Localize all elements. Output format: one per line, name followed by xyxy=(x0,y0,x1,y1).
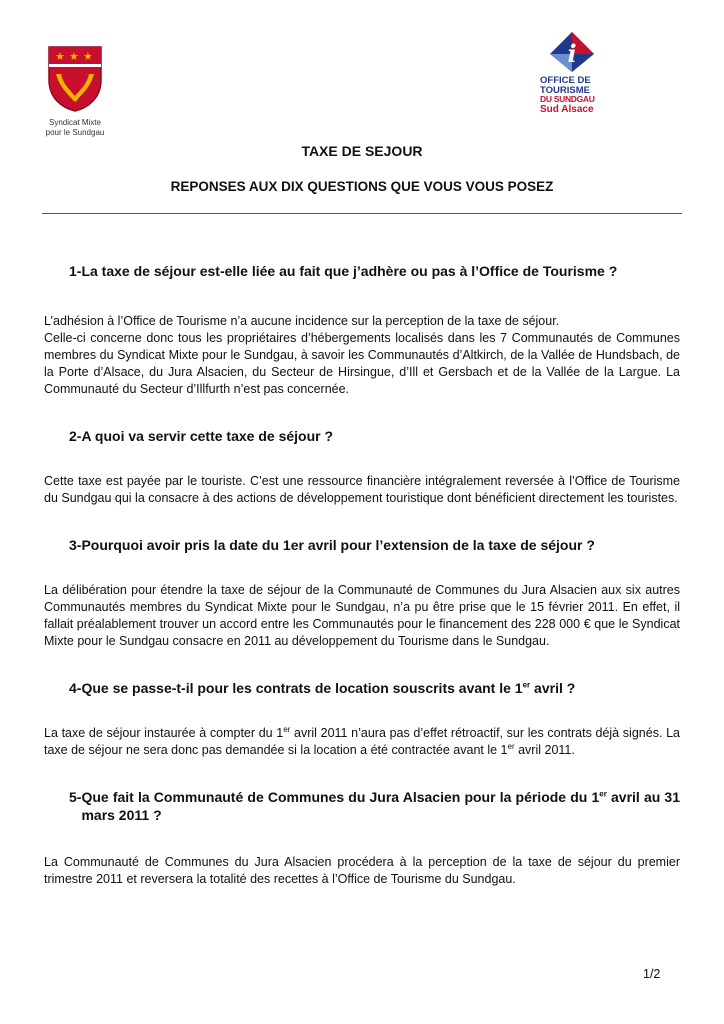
question-1: 1- La taxe de séjour est-elle liée au fait que j’adhère ou pas à l’Office de Tourisme ? xyxy=(69,263,618,279)
question-4: 4- Que se passe-t-il pour les contrats de location souscrits avant le 1er avril ? xyxy=(69,680,576,696)
ot-logo-line4: Sud Alsace xyxy=(540,103,594,115)
page-number: 1/2 xyxy=(643,967,661,981)
question-5: 5- Que fait la Communauté de Communes du Jura Alsacien pour la période du 1er avril au 31 mars 2011 ? xyxy=(69,789,680,823)
answer-5: La Communauté de Communes du Jura Alsacien procédera à la perception de la taxe de séjour du premier trimestre 2011 et reversera la totalité des recettes à l’Office de Tourisme du Sundgau. xyxy=(44,855,680,886)
faq-content xyxy=(44,262,680,888)
answer-1: L’adhésion à l’Office de Tourisme n’a aucune incidence sur la perception de la taxe de séjour. Celle-ci concerne donc tous les propriétaires d’hébergements localisés dans les 7 Communautés de Communes membres du Syndicat Mixte pour le Sundgau, à savoir les Communautés d’Altkirch, de la Vallée de Hundsbach, de la Porte d’Alsace, du Jura Alsacien, du Secteur de Hirsingue, d’Ill et Gersbach et de la Vallée de la Largue. La Communauté du Secteur d’Illfurth n’est pas concernée. xyxy=(44,314,680,396)
answer-3: La délibération pour étendre la taxe de séjour de la Communauté de Communes du Jura Alsacien aux six autres Communautés membres du Syndicat Mixte pour le Sundgau, n’a pu être prise que le 15 février 2011. En effet, il fallait préalablement trouver un accord entre les Communautés pour le financement des 228 000 € que le Syndicat Mixte pour le Sundgau consacre en 2011 au développement du Tourisme dans le Sundgau. xyxy=(44,583,680,648)
page-header xyxy=(0,0,724,140)
document-subtitle: REPONSES AUX DIX QUESTIONS QUE VOUS VOUS POSEZ xyxy=(170,179,554,194)
answer-4: La taxe de séjour instaurée à compter du 1er avril 2011 n’aura pas d’effet rétroactif, sur les contrats déjà signés. La taxe de séjour ne sera donc pas demandée si la location a été contractée avant le 1er avril 2011. xyxy=(44,724,680,757)
left-logo-caption: Syndicat Mixte pour le Sundgau xyxy=(45,118,105,137)
svg-text:i: i xyxy=(567,39,577,68)
divider-line xyxy=(42,213,682,214)
coat-of-arms-icon xyxy=(46,44,104,112)
ot-logo-line3: DU SUNDGAU xyxy=(540,94,595,104)
svg-text:★: ★ xyxy=(69,50,79,63)
syndicat-mixte-logo xyxy=(40,44,108,138)
document-title: TAXE DE SEJOUR xyxy=(301,143,423,159)
question-3: 3- Pourquoi avoir pris la date du 1er avril pour l’extension de la taxe de séjour ? xyxy=(69,537,595,553)
ot-logo-line1: OFFICE DE xyxy=(540,75,591,86)
tourist-info-icon xyxy=(548,30,596,74)
answer-2: Cette taxe est payée par le touriste. C’est une ressource financière intégralement reversée à l’Office de Tourisme du Sundgau qui la consacre à des actions de développement touristique dont bénéficient directement les touristes. xyxy=(44,474,680,505)
svg-text:★: ★ xyxy=(83,50,93,63)
office-de-tourisme-logo xyxy=(540,30,610,114)
svg-text:★: ★ xyxy=(55,50,65,63)
question-2: 2- A quoi va servir cette taxe de séjour ? xyxy=(69,428,334,444)
ot-logo-line2: TOURISME xyxy=(540,84,590,96)
